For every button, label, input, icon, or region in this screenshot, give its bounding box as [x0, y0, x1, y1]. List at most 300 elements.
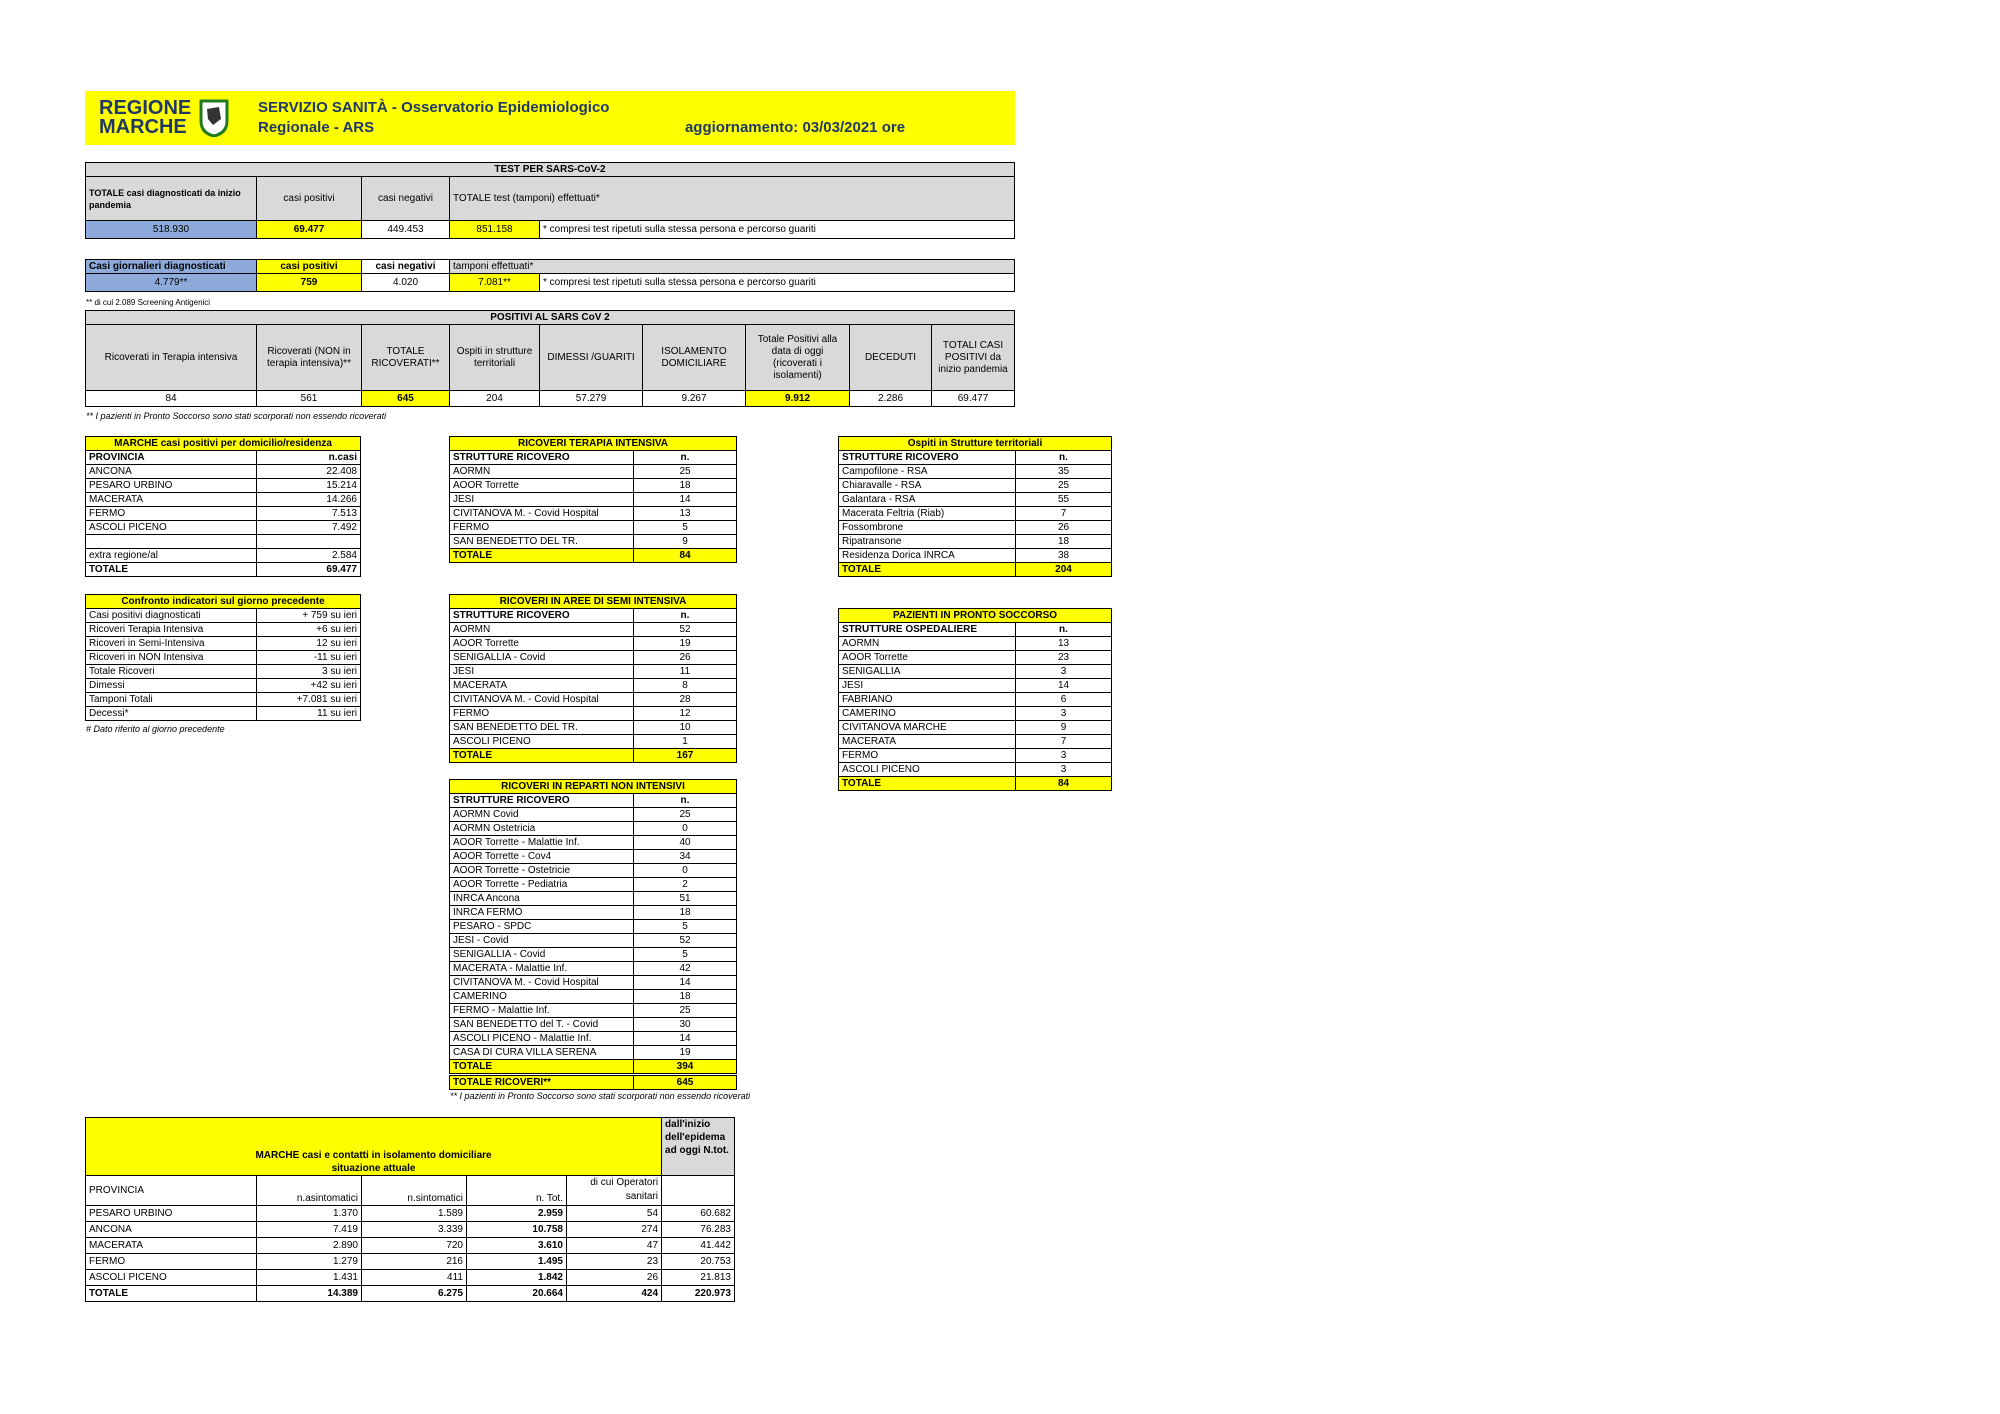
confronto-row-value: 12 su ieri: [257, 637, 361, 651]
ps-row-name: FERMO: [839, 749, 1016, 763]
iso-row-asint: 1.370: [257, 1205, 362, 1221]
province_cases-total-value: 69.477: [257, 563, 361, 577]
province_cases-row-value: 7.492: [257, 521, 361, 535]
iso-row-alltime: 21.813: [662, 1269, 735, 1285]
table-row: [450, 976, 737, 990]
semi-row-value: 52: [634, 623, 737, 637]
v-daily-neg: 4.020: [362, 274, 450, 292]
positivi-header: Totale Positivi alla data di oggi (ricoverati i isolamenti): [746, 325, 850, 391]
confronto-row-name: Ricoveri in NON Intensiva: [86, 651, 257, 665]
table-row: [450, 850, 737, 864]
positivi-value: 645: [362, 391, 450, 407]
ps-row-value: 7: [1016, 735, 1112, 749]
table-row: [450, 623, 737, 637]
nonint-h-n: n.: [634, 794, 737, 808]
nonint-row-value: 5: [634, 920, 737, 934]
table-row: [450, 679, 737, 693]
table-row: [86, 521, 361, 535]
totale-ricoveri-label: TOTALE RICOVERI**: [450, 1076, 634, 1090]
ps-row-value: 14: [1016, 679, 1112, 693]
nonint-row-value: 51: [634, 892, 737, 906]
h-daily-cases: Casi giornalieri diagnosticati: [86, 260, 257, 274]
iso-row-tot: 3.610: [467, 1237, 567, 1253]
nonint-row-value: 14: [634, 976, 737, 990]
ps-row-name: CAMERINO: [839, 707, 1016, 721]
table-row: [450, 479, 737, 493]
nonint-row-value: 19: [634, 1046, 737, 1060]
daily-table: [85, 259, 1015, 292]
iso-total-a: 14.389: [257, 1285, 362, 1301]
table-row: [450, 864, 737, 878]
table-row: [450, 934, 737, 948]
ti-h-name: STRUTTURE RICOVERO: [450, 451, 634, 465]
province_cases-h-n: n.casi: [257, 451, 361, 465]
confronto-title: Confronto indicatori sul giorno precedente: [86, 595, 361, 609]
province_cases-row-name: MACERATA: [86, 493, 257, 507]
v-total-cases: 518.930: [86, 221, 257, 239]
ti-row-value: 14: [634, 493, 737, 507]
table-row: [839, 721, 1112, 735]
ospiti-row-name: Chiaravalle - RSA: [839, 479, 1016, 493]
province_cases-row-name: extra regione/al: [86, 549, 257, 563]
region-shield-icon: [199, 99, 229, 137]
table-row: [450, 665, 737, 679]
iso-h-prov: PROVINCIA: [86, 1175, 257, 1205]
table-row: [450, 920, 737, 934]
v-daily-cases: 4.779**: [86, 274, 257, 292]
table-row: [450, 507, 737, 521]
semi-row-name: FERMO: [450, 707, 634, 721]
table-row: [450, 735, 737, 749]
positivi-header: DIMESSI /GUARITI: [540, 325, 643, 391]
ti-row-value: 13: [634, 507, 737, 521]
iso-total-s: 6.275: [362, 1285, 467, 1301]
positivi-header: DECEDUTI: [850, 325, 932, 391]
nonint-row-value: 25: [634, 808, 737, 822]
iso-row-tot: 2.959: [467, 1205, 567, 1221]
iso-row-oper: 26: [567, 1269, 662, 1285]
table-row: [839, 535, 1112, 549]
table-row: [86, 1221, 735, 1237]
table-row: [450, 906, 737, 920]
test-title: TEST PER SARS-CoV-2: [86, 163, 1015, 177]
iso-row-oper: 274: [567, 1221, 662, 1237]
semi-row-value: 28: [634, 693, 737, 707]
table-row: [450, 707, 737, 721]
positivi-value: 561: [257, 391, 362, 407]
iso-total-t: 20.664: [467, 1285, 567, 1301]
update-timestamp: aggiornamento: 03/03/2021 ore: [684, 119, 906, 136]
iso-h-blank: [662, 1175, 735, 1205]
iso-row-alltime: 20.753: [662, 1253, 735, 1269]
table-row: [839, 549, 1112, 563]
confronto-footnote: # Dato riferito al giorno precedente: [86, 724, 225, 734]
province-cases-table: [85, 436, 361, 577]
table-row: [839, 651, 1112, 665]
h-neg: casi negativi: [362, 177, 450, 221]
semi-table: [449, 594, 737, 763]
ospiti-h-n: n.: [1016, 451, 1112, 465]
nonint-row-value: 25: [634, 1004, 737, 1018]
ospiti-title: Ospiti in Strutture territoriali: [839, 437, 1112, 451]
nonint-row-name: CIVITANOVA M. - Covid Hospital: [450, 976, 634, 990]
nonint-row-name: AOOR Torrette - Cov4: [450, 850, 634, 864]
table-row: [86, 479, 361, 493]
v-daily-pos: 759: [257, 274, 362, 292]
semi-h-name: STRUTTURE RICOVERO: [450, 609, 634, 623]
nonint-total-value: 394: [634, 1060, 737, 1074]
nonint-title: RICOVERI IN REPARTI NON INTENSIVI: [450, 780, 737, 794]
semi-row-value: 11: [634, 665, 737, 679]
ospiti-row-name: Residenza Dorica INRCA: [839, 549, 1016, 563]
ospiti-total-value: 204: [1016, 563, 1112, 577]
positivi-header: Ospiti in strutture territoriali: [450, 325, 540, 391]
ps-row-name: AOOR Torrette: [839, 651, 1016, 665]
table-row: [86, 1269, 735, 1285]
semi-row-name: SAN BENEDETTO DEL TR.: [450, 721, 634, 735]
ps-row-value: 3: [1016, 665, 1112, 679]
daily-footnote: ** di cui 2.089 Screening Antigenici: [86, 298, 211, 307]
positivi-value: 9.912: [746, 391, 850, 407]
table-row: [839, 749, 1112, 763]
positivi-header: ISOLAMENTO DOMICILIARE: [643, 325, 746, 391]
table-row: [450, 651, 737, 665]
province_cases-row-value: 15.214: [257, 479, 361, 493]
table-row: [450, 493, 737, 507]
ti-row-value: 9: [634, 535, 737, 549]
nonint-total-label: TOTALE: [450, 1060, 634, 1074]
confronto-row-value: 11 su ieri: [257, 707, 361, 721]
positivi-footnote: ** I pazienti in Pronto Soccorso sono stati scorporati non essendo ricoverati: [86, 411, 387, 421]
province_cases-row-value: 2.584: [257, 549, 361, 563]
semi-row-value: 10: [634, 721, 737, 735]
ospiti-row-name: Galantara - RSA: [839, 493, 1016, 507]
province_cases-row-name: ASCOLI PICENO: [86, 521, 257, 535]
nonint-row-value: 18: [634, 990, 737, 1004]
semi-row-name: CIVITANOVA M. - Covid Hospital: [450, 693, 634, 707]
confronto-row-value: +7.081 su ieri: [257, 693, 361, 707]
ospiti-row-value: 38: [1016, 549, 1112, 563]
logo-line1: REGIONE: [99, 97, 192, 119]
table-row: [839, 493, 1112, 507]
table-row: [839, 521, 1112, 535]
table-row: [86, 609, 361, 623]
iso-row-alltime: 60.682: [662, 1205, 735, 1221]
table-row: [86, 637, 361, 651]
table-row: [839, 507, 1112, 521]
ospiti-row-name: Ripatransone: [839, 535, 1016, 549]
iso-row-alltime: 41.442: [662, 1237, 735, 1253]
table-row: [86, 707, 361, 721]
table-row: [450, 948, 737, 962]
iso-row-oper: 47: [567, 1237, 662, 1253]
test-table: [85, 162, 1015, 239]
confronto-row-value: +42 su ieri: [257, 679, 361, 693]
nonint-row-name: AOOR Torrette - Pediatria: [450, 878, 634, 892]
province_cases-total-label: TOTALE: [86, 563, 257, 577]
iso-h-sint: n.sintomatici: [362, 1175, 467, 1205]
table-row: [450, 892, 737, 906]
iso-row-sint: 411: [362, 1269, 467, 1285]
iso-total-o: 424: [567, 1285, 662, 1301]
v-daily-tamponi: 7.081**: [450, 274, 540, 292]
semi-h-n: n.: [634, 609, 737, 623]
table-row: [839, 763, 1112, 777]
positivi-header: TOTALE RICOVERATI**: [362, 325, 450, 391]
semi-row-name: MACERATA: [450, 679, 634, 693]
isolamento-subtitle: situazione attuale: [86, 1162, 662, 1176]
semi-row-name: AOOR Torrette: [450, 637, 634, 651]
nonint-row-value: 2: [634, 878, 737, 892]
ps-row-name: AORMN: [839, 637, 1016, 651]
table-row: [450, 721, 737, 735]
table-row: [839, 679, 1112, 693]
ps-row-value: 9: [1016, 721, 1112, 735]
ps-row-name: FABRIANO: [839, 693, 1016, 707]
nonint-row-value: 42: [634, 962, 737, 976]
nonint-row-name: CAMERINO: [450, 990, 634, 1004]
ospiti-row-name: Macerata Feltria (Riab): [839, 507, 1016, 521]
positivi-value: 69.477: [932, 391, 1015, 407]
confronto-row-name: Ricoveri in Semi-Intensiva: [86, 637, 257, 651]
ps-row-value: 23: [1016, 651, 1112, 665]
iso-row-tot: 1.495: [467, 1253, 567, 1269]
confronto-row-value: 3 su ieri: [257, 665, 361, 679]
ospiti-total-label: TOTALE: [839, 563, 1016, 577]
ps-h-name: STRUTTURE OSPEDALIERE: [839, 623, 1016, 637]
iso-row-name: FERMO: [86, 1253, 257, 1269]
iso-h-tot: n. Tot.: [467, 1175, 567, 1205]
nonint-row-name: PESARO - SPDC: [450, 920, 634, 934]
daily-note: * compresi test ripetuti sulla stessa persona e percorso guariti: [540, 274, 1015, 292]
iso-row-name: ASCOLI PICENO: [86, 1269, 257, 1285]
header-banner: [85, 91, 1015, 145]
table-row: [450, 521, 737, 535]
ps-row-name: ASCOLI PICENO: [839, 763, 1016, 777]
ps-total-value: 84: [1016, 777, 1112, 791]
table-row: [839, 479, 1112, 493]
iso-row-tot: 10.758: [467, 1221, 567, 1237]
ospiti-h-name: STRUTTURE RICOVERO: [839, 451, 1016, 465]
province_cases-row-name: [86, 535, 257, 549]
semi-row-name: AORMN: [450, 623, 634, 637]
table-row: [450, 637, 737, 651]
positivi-title: POSITIVI AL SARS CoV 2: [86, 311, 1015, 325]
confronto-row-name: Ricoveri Terapia Intensiva: [86, 623, 257, 637]
isolamento-h-right: dall'inizio dell'epidema ad oggi N.tot.: [662, 1118, 735, 1176]
v-pos: 69.477: [257, 221, 362, 239]
nonint-row-name: AOOR Torrette - Ostetricie: [450, 864, 634, 878]
semi-row-value: 19: [634, 637, 737, 651]
iso-h-oper: di cui Operatori sanitari: [567, 1175, 662, 1205]
totale-ricoveri-table: [449, 1075, 737, 1090]
table-row: [839, 637, 1112, 651]
nonint-row-name: SAN BENEDETTO del T. - Covid: [450, 1018, 634, 1032]
ti-row-name: CIVITANOVA M. - Covid Hospital: [450, 507, 634, 521]
iso-h-asint: n.asintomatici: [257, 1175, 362, 1205]
table-row: [86, 1253, 735, 1269]
table-row: [839, 735, 1112, 749]
positivi-value: 2.286: [850, 391, 932, 407]
ti-row-value: 25: [634, 465, 737, 479]
service-title: SERVIZIO SANITÀ - Osservatorio Epidemiologico Regionale - ARS: [258, 99, 610, 136]
iso-row-name: ANCONA: [86, 1221, 257, 1237]
table-row: [86, 535, 361, 549]
confronto-row-name: Decessi*: [86, 707, 257, 721]
isolamento-table: [85, 1117, 735, 1302]
nonint-h-name: STRUTTURE RICOVERO: [450, 794, 634, 808]
iso-total-tot: 220.973: [662, 1285, 735, 1301]
table-row: [450, 962, 737, 976]
ti-row-name: AOOR Torrette: [450, 479, 634, 493]
nonint-row-name: FERMO - Malattie Inf.: [450, 1004, 634, 1018]
confronto-row-name: Tamponi Totali: [86, 693, 257, 707]
iso-row-name: MACERATA: [86, 1237, 257, 1253]
nonint-row-name: MACERATA - Malattie Inf.: [450, 962, 634, 976]
positivi-value: 9.267: [643, 391, 746, 407]
table-row: [86, 493, 361, 507]
ps-row-value: 13: [1016, 637, 1112, 651]
confronto-row-name: Casi positivi diagnosticati: [86, 609, 257, 623]
table-row: [86, 465, 361, 479]
positivi-value: 57.279: [540, 391, 643, 407]
positivi-header: Ricoverati (NON in terapia intensiva)**: [257, 325, 362, 391]
ospiti-row-value: 55: [1016, 493, 1112, 507]
province_cases-row-value: [257, 535, 361, 549]
ospiti-row-value: 18: [1016, 535, 1112, 549]
ps-title: PAZIENTI IN PRONTO SOCCORSO: [839, 609, 1112, 623]
table-row: [86, 507, 361, 521]
nonint-row-value: 18: [634, 906, 737, 920]
h-tamponi: TOTALE test (tamponi) effettuati*: [450, 177, 1015, 221]
ospiti-table: [838, 436, 1112, 577]
nonint-row-name: INRCA Ancona: [450, 892, 634, 906]
table-row: [450, 836, 737, 850]
ti-row-name: AORMN: [450, 465, 634, 479]
province_cases-row-value: 22.408: [257, 465, 361, 479]
ps-row-value: 6: [1016, 693, 1112, 707]
nonint-row-value: 30: [634, 1018, 737, 1032]
ps-row-name: CIVITANOVA MARCHE: [839, 721, 1016, 735]
nonint-row-name: ASCOLI PICENO - Malattie Inf.: [450, 1032, 634, 1046]
ps-h-n: n.: [1016, 623, 1112, 637]
province_cases-row-value: 14.266: [257, 493, 361, 507]
confronto-row-value: + 759 su ieri: [257, 609, 361, 623]
semi-row-value: 8: [634, 679, 737, 693]
iso-row-oper: 23: [567, 1253, 662, 1269]
nonint-row-value: 40: [634, 836, 737, 850]
province_cases-row-name: ANCONA: [86, 465, 257, 479]
iso-row-oper: 54: [567, 1205, 662, 1221]
nonint-table: [449, 779, 737, 1074]
table-row: [450, 1032, 737, 1046]
semi-row-name: SENIGALLIA - Covid: [450, 651, 634, 665]
table-row: [86, 651, 361, 665]
positivi-header: Ricoverati in Terapia intensiva: [86, 325, 257, 391]
table-row: [86, 665, 361, 679]
v-tamponi: 851.158: [450, 221, 540, 239]
nonint-row-value: 0: [634, 864, 737, 878]
ps-total-label: TOTALE: [839, 777, 1016, 791]
table-row: [450, 535, 737, 549]
iso-row-asint: 1.279: [257, 1253, 362, 1269]
h-pos: casi positivi: [257, 177, 362, 221]
ospiti-row-value: 7: [1016, 507, 1112, 521]
semi-row-value: 26: [634, 651, 737, 665]
nonint-row-name: CASA DI CURA VILLA SERENA: [450, 1046, 634, 1060]
table-row: [86, 1237, 735, 1253]
totale-ricoveri-value: 645: [634, 1076, 737, 1090]
iso-row-name: PESARO URBINO: [86, 1205, 257, 1221]
iso-row-asint: 1.431: [257, 1269, 362, 1285]
positivi-table: [85, 310, 1015, 407]
ps-row-name: JESI: [839, 679, 1016, 693]
iso-total-name: TOTALE: [86, 1285, 257, 1301]
ti-total-label: TOTALE: [450, 549, 634, 563]
ospiti-row-name: Fossombrone: [839, 521, 1016, 535]
ps-table: [838, 608, 1112, 791]
nonint-row-value: 52: [634, 934, 737, 948]
iso-row-alltime: 76.283: [662, 1221, 735, 1237]
table-row: [450, 465, 737, 479]
confronto-row-value: +6 su ieri: [257, 623, 361, 637]
table-row: [86, 549, 361, 563]
nonint-row-value: 34: [634, 850, 737, 864]
ti-total-value: 84: [634, 549, 737, 563]
table-row: [86, 679, 361, 693]
nonint-row-name: AORMN Ostetricia: [450, 822, 634, 836]
province_cases-h-name: PROVINCIA: [86, 451, 257, 465]
table-row: [450, 878, 737, 892]
nonint-row-value: 14: [634, 1032, 737, 1046]
semi-title: RICOVERI IN AREE DI SEMI INTENSIVA: [450, 595, 737, 609]
semi-row-name: JESI: [450, 665, 634, 679]
table-row: [450, 1046, 737, 1060]
semi-total-label: TOTALE: [450, 749, 634, 763]
ps-row-name: MACERATA: [839, 735, 1016, 749]
totale-ricoveri-footnote: ** I pazienti in Pronto Soccorso sono stati scorporati non essendo ricoverati: [450, 1091, 751, 1101]
province_cases-row-name: PESARO URBINO: [86, 479, 257, 493]
confronto-table: [85, 594, 361, 721]
isolamento-title: MARCHE casi e contatti in isolamento domiciliare: [86, 1118, 662, 1162]
ti-row-name: JESI: [450, 493, 634, 507]
confronto-row-value: -11 su ieri: [257, 651, 361, 665]
nonint-row-name: INRCA FERMO: [450, 906, 634, 920]
region-logo-text: [99, 99, 191, 137]
ti-h-n: n.: [634, 451, 737, 465]
ti-row-value: 18: [634, 479, 737, 493]
table-row: [839, 693, 1112, 707]
province_cases-row-name: FERMO: [86, 507, 257, 521]
h-daily-pos: casi positivi: [257, 260, 362, 274]
iso-row-sint: 1.589: [362, 1205, 467, 1221]
v-neg: 449.453: [362, 221, 450, 239]
iso-row-asint: 7.419: [257, 1221, 362, 1237]
ps-row-name: SENIGALLIA: [839, 665, 1016, 679]
table-row: [450, 822, 737, 836]
ps-row-value: 3: [1016, 749, 1112, 763]
positivi-value: 84: [86, 391, 257, 407]
table-row: [839, 665, 1112, 679]
nonint-row-name: SENIGALLIA - Covid: [450, 948, 634, 962]
ti-row-name: SAN BENEDETTO DEL TR.: [450, 535, 634, 549]
ospiti-row-name: Campofilone - RSA: [839, 465, 1016, 479]
iso-row-sint: 720: [362, 1237, 467, 1253]
positivi-header: TOTALI CASI POSITIVI da inizio pandemia: [932, 325, 1015, 391]
province_cases-title: MARCHE casi positivi per domicilio/residenza: [86, 437, 361, 451]
ti-row-value: 5: [634, 521, 737, 535]
ospiti-row-value: 25: [1016, 479, 1112, 493]
